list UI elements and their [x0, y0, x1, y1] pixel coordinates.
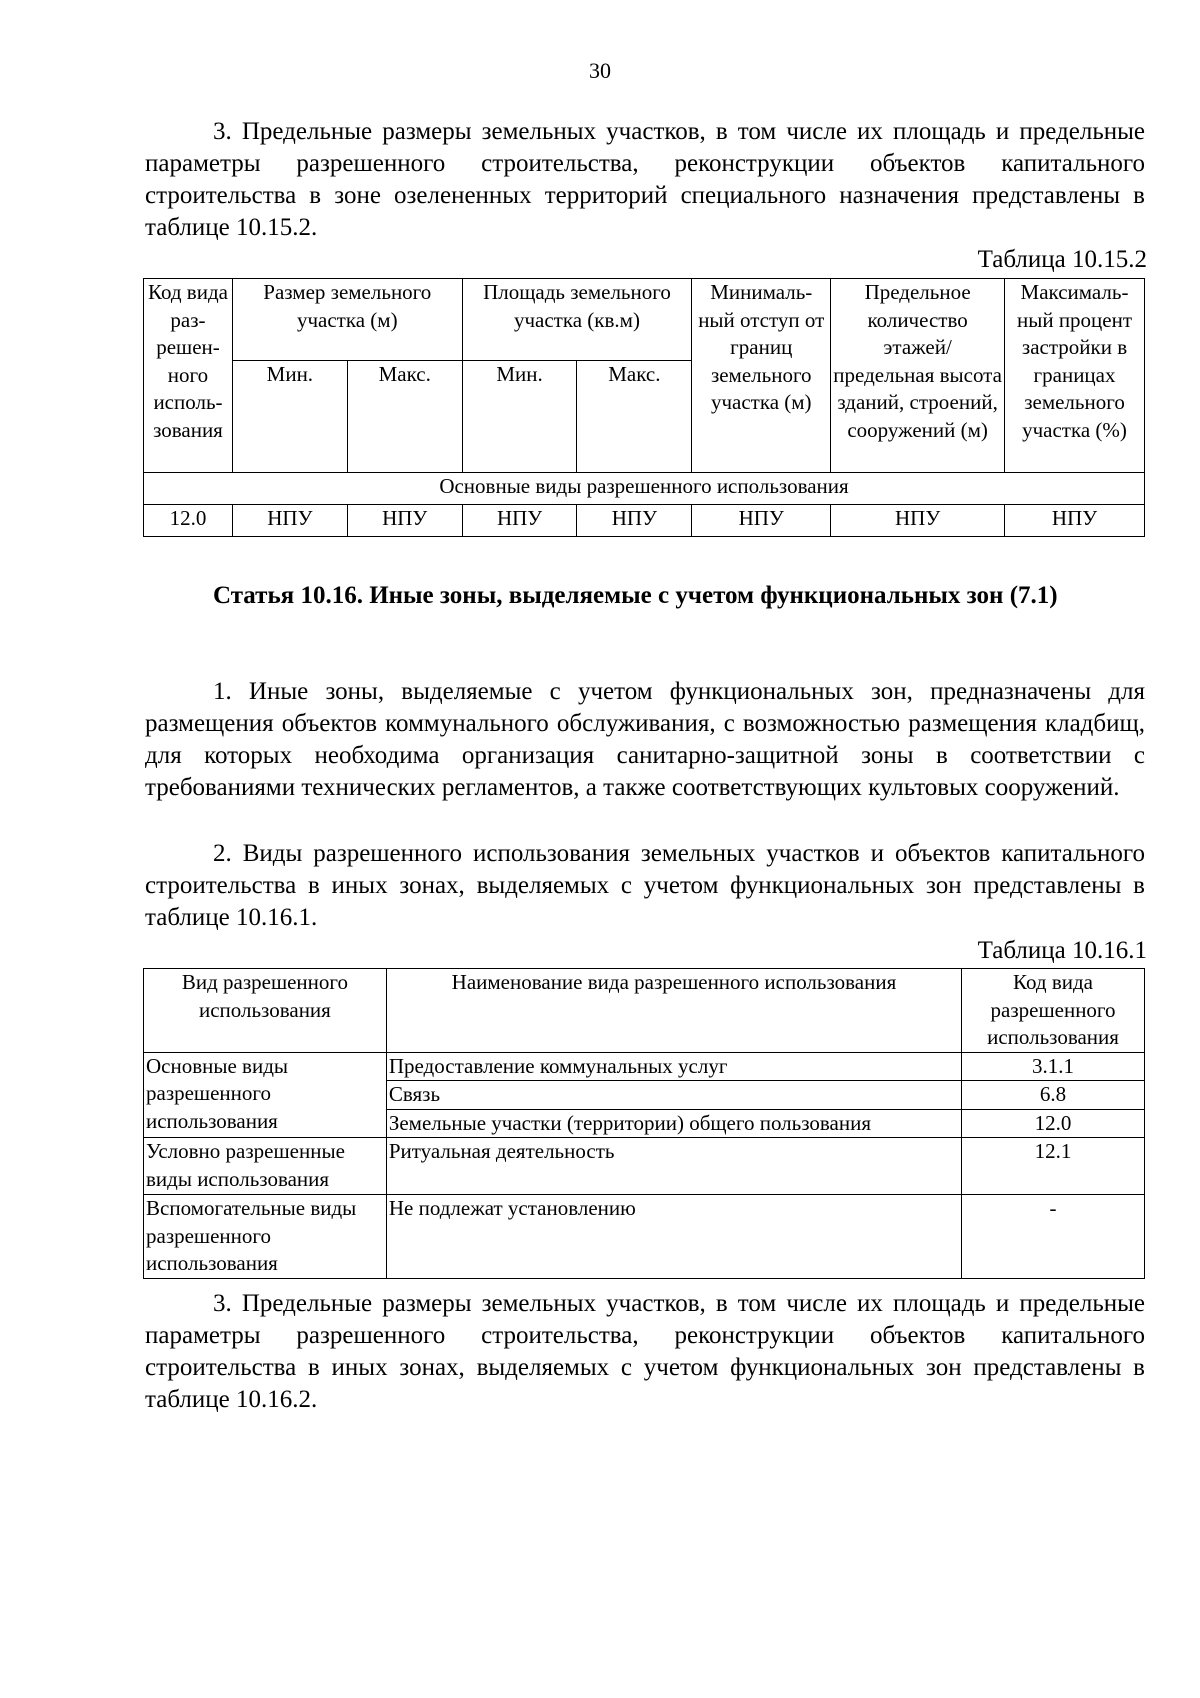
page-number: 30	[589, 58, 611, 83]
table-row	[144, 505, 1145, 537]
header-area: Площадь земельного участка (кв.м)	[462, 279, 692, 361]
header-area-max: Макс.	[577, 361, 692, 473]
header-type: Вид разрешенного использования	[144, 969, 387, 1053]
group-conditional: Условно разрешенные виды использования	[144, 1138, 387, 1195]
table-caption-10-16-1: Таблица 10.16.1	[977, 937, 1147, 964]
paragraph-purpose: 1. Иные зоны, выделяемые с учетом функциональных зон, предназначены для размещения объектов коммунального обслуживания, с возможностью размещения кладбищ, для которых необходима организация санитарно-защитной зоны в соответствии с требованиями технических регламентов, а также соответствующих культовых сооружений.	[145, 678, 1145, 801]
header-code: Код вида разрешенного использования	[962, 969, 1145, 1053]
header-size: Размер земельного участка (м)	[232, 279, 462, 361]
table-row	[144, 1195, 1145, 1279]
cell-code: 6.8	[962, 1081, 1145, 1110]
header-size-max: Макс.	[347, 361, 462, 473]
cell-size-min: НПУ	[232, 505, 347, 537]
paragraph-uses: 2. Виды разрешенного использования земельных участков и объектов капитального строительства в иных зонах, выделяемых с учетом функциональных зон представлены в таблице 10.16.1.	[145, 840, 1145, 931]
cell-name: Предоставление коммунальных услуг	[386, 1052, 961, 1081]
table-caption-10-15-2: Таблица 10.15.2	[977, 246, 1147, 273]
header-min-offset: Минималь-ный отступ от границ земельного участка (м)	[692, 279, 831, 473]
header-area-min: Мин.	[462, 361, 577, 473]
cell-code: 12.0	[962, 1109, 1145, 1138]
cell-size-max: НПУ	[347, 505, 462, 537]
cell-area-max: НПУ	[577, 505, 692, 537]
paragraph-limits-1015: 3. Предельные размеры земельных участков, в том числе их площадь и предельные параметры разрешенного строительства, реконструкции объектов капитального строительства в зоне озелененных территорий специального назначения представлены в таблице 10.15.2.	[145, 118, 1145, 241]
article-heading: Статья 10.16. Иные зоны, выделяемые с учетом функциональных зон (7.1)	[213, 582, 1058, 609]
cell-name: Связь	[386, 1081, 961, 1110]
cell-name: Ритуальная деятельность	[386, 1138, 961, 1195]
table-row	[144, 1052, 1145, 1081]
cell-area-min: НПУ	[462, 505, 577, 537]
table-10-15-2	[143, 278, 1145, 537]
group-auxiliary: Вспомогательные виды разрешенного использования	[144, 1195, 387, 1279]
table-row	[144, 1138, 1145, 1195]
cell-code: -	[962, 1195, 1145, 1279]
group-main: Основные виды разрешенного использования	[144, 1052, 387, 1138]
cell-code: 12.0	[144, 505, 233, 537]
header-code: Код вида раз-решен-ного исполь-зования	[144, 279, 233, 473]
header-name: Наименование вида разрешенного использования	[386, 969, 961, 1053]
paragraph-limits-1016: 3. Предельные размеры земельных участков, в том числе их площадь и предельные параметры разрешенного строительства, реконструкции объектов капитального строительства в иных зонах, выделяемых с учетом функциональных зон представлены в таблице 10.16.2.	[145, 1290, 1145, 1413]
cell-min-offset: НПУ	[692, 505, 831, 537]
cell-name: Земельные участки (территории) общего пользования	[386, 1109, 961, 1138]
cell-max-percent: НПУ	[1005, 505, 1145, 537]
header-max-percent: Максималь-ный процент застройки в границах земельного участка (%)	[1005, 279, 1145, 473]
header-size-min: Мин.	[232, 361, 347, 473]
header-floors: Предельное количество этажей/ предельная высота зданий, строений, сооружений (м)	[831, 279, 1005, 473]
cell-floors: НПУ	[831, 505, 1005, 537]
cell-name: Не подлежат установлению	[386, 1195, 961, 1279]
section-main-uses: Основные виды разрешенного использования	[144, 473, 1145, 505]
table-10-16-1	[143, 968, 1145, 1279]
cell-code: 12.1	[962, 1138, 1145, 1195]
cell-code: 3.1.1	[962, 1052, 1145, 1081]
